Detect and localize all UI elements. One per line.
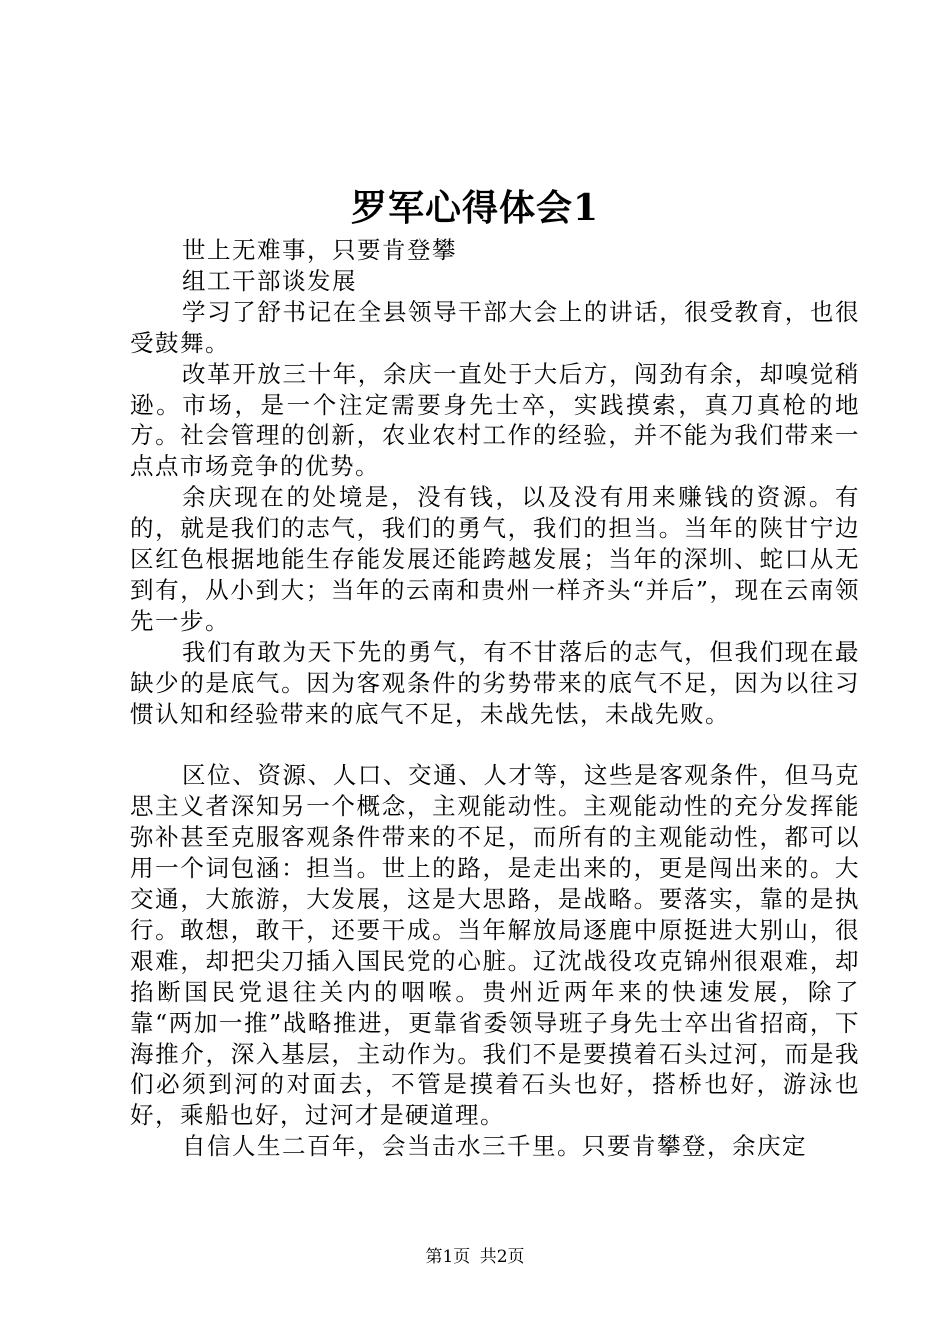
paragraph-situation: 余庆现在的处境是，没有钱，以及没有用来赚钱的资源。有的，就是我们的志气，我们的勇气，我们的担当。当年的陕甘宁边区红色根据地能生存能发展还能跨越发展；当年的深圳、蛇口从无到有，从小到大；当年的云南和贵州一样齐头“并后”，现在云南领先一步。: [130, 483, 860, 635]
paragraph-initiative: 区位、资源、人口、交通、人才等，这些是客观条件，但马克思主义者深知另一个概念，主观能动性。主观能动性的充分发挥能弥补甚至克服客观条件带来的不足，而所有的主观能动性，都可以用一个词包涵：担当。世上的路，是走出来的，更是闯出来的。大交通，大旅游，大发展，这是大思路，是战略。要落实，靠的是执行。敢想，敢干，还要干成。当年解放局逐鹿中原挺进大别山，很艰难，却把尖刀插入国民党的心脏。辽沈战役攻克锦州很艰难，却掐断国民党退往关内的咽喉。贵州近两年来的快速发展，除了靠“两加一推”战略推进，更靠省委领导班子身先士卒出省招商，下海推介，深入基层，主动作为。我们不是要摸着石头过河，而是我们必须到河的对面去，不管是摸着石头也好，搭桥也好，游泳也好，乘船也好，过河才是硬道理。: [130, 761, 860, 1130]
document-body: [130, 235, 860, 1162]
paragraph-gap: [130, 730, 860, 761]
page-footer: [0, 1245, 950, 1269]
paragraph-reform: 改革开放三十年，余庆一直处于大后方，闯劲有余，却嗅觉稍逊。市场，是一个注定需要身先士卒，实践摸索，真刀真枪的地方。社会管理的创新，农业农村工作的经验，并不能为我们带来一点点市场竞争的优势。: [130, 359, 860, 481]
paragraph-motto: 世上无难事，只要肯登攀: [182, 236, 457, 264]
page-number: 第1页: [425, 1247, 471, 1267]
paragraph-closing: 自信人生二百年，会当击水三千里。只要肯攀登，余庆定: [182, 1132, 807, 1161]
paragraph-intro: 学习了舒书记在全县领导干部大会上的讲话，很受教育，也很受鼓舞。: [130, 297, 860, 357]
paragraph-confidence: 我们有敢为天下先的勇气，有不甘落后的志气，但我们现在最缺少的是底气。因为客观条件的劣势带来的底气不足，因为以往习惯认知和经验带来的底气不足，未战先怯，未战先败。: [130, 637, 860, 728]
paragraph-subtitle: 组工干部谈发展: [182, 266, 357, 295]
document-title: 罗军心得体会1: [350, 187, 600, 229]
page-total: 共2页: [479, 1247, 525, 1267]
